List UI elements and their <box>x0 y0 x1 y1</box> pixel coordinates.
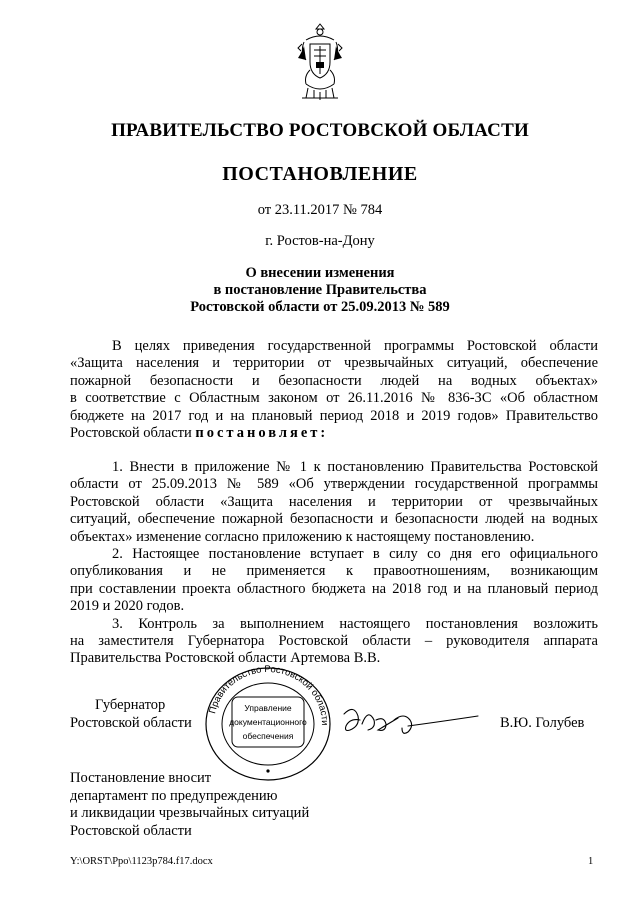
paragraph-line: при составлении проекта областного бюджета на 2018 год и на плановый период <box>70 580 598 597</box>
decree-item <box>70 616 598 668</box>
file-path: Y:\ORST\Ppo\1123p784.f17.docx <box>70 856 213 867</box>
paragraph-line: на заместителя Губернатора Ростовской области – руководителя аппарата <box>70 633 598 650</box>
note-line: и ликвидации чрезвычайных ситуаций <box>70 805 310 821</box>
paragraph-line: 3. Контроль за выполнением настоящего постановления возложить <box>112 615 598 632</box>
position-line: Губернатор <box>95 697 166 713</box>
subject-line: в постановление Правительства <box>213 282 427 298</box>
note-line: департамент по предупреждению <box>70 787 278 804</box>
paragraph-text: Ростовской области <box>70 425 196 442</box>
decree-items <box>70 459 598 668</box>
seal-ring-text: Правительство Ростовской области <box>207 665 331 726</box>
decree-word: постановляет: <box>195 425 329 442</box>
signer-name: В.Ю. Голубев <box>500 715 585 731</box>
subject-line: О внесении изменения <box>245 265 395 281</box>
decree-item <box>70 546 598 616</box>
seal-inner-line: обеспечения <box>242 731 294 741</box>
subject-line: Ростовской области от 25.09.2013 № 589 <box>190 299 450 315</box>
seal-inner-line: документационного <box>229 717 307 727</box>
paragraph-line <box>70 425 598 442</box>
paragraph-line: 1. Внести в приложение № 1 к постановлению Правительства Ростовской <box>112 459 598 475</box>
paragraph-line: области от 25.09.2013 № 589 «Об утверждении государственной программы <box>70 476 598 493</box>
signatory-position <box>70 697 210 732</box>
paragraph-line: бюджете на 2017 год и на плановый период 2018 и 2019 годов» Правительство <box>70 407 598 424</box>
page-number: 1 <box>588 856 594 867</box>
document-subject <box>0 265 640 316</box>
paragraph-line: В целях приведения государственной программы Ростовской области <box>112 338 598 354</box>
paragraph-line: ситуаций, обеспечение пожарной безопасности и безопасности людей на водных <box>70 511 598 528</box>
paragraph-line: пожарной безопасности и безопасности людей на водных объектах» <box>70 372 598 389</box>
paragraph-line: опубликования и не применяется к правоотношениям, возникающим <box>70 563 598 580</box>
government-title: ПРАВИТЕЛЬСТВО РОСТОВСКОЙ ОБЛАСТИ <box>111 120 529 141</box>
paragraph-line: Правительства Ростовской области Артемова В.В. <box>70 650 381 667</box>
decree-item <box>70 459 598 546</box>
seal-inner-line: Управление <box>244 703 292 713</box>
handwritten-signature <box>340 700 480 744</box>
submitted-by-note <box>70 770 309 840</box>
note-line: Ростовской области <box>70 822 192 839</box>
paragraph-line: в соответствие с Областным законом от 26.11.2016 № 836-ЗС «Об областном <box>70 390 598 407</box>
paragraph-line: «Защита населения и территории от чрезвычайных ситуаций, обеспечение <box>70 355 598 372</box>
city-line: г. Ростов-на-Дону <box>265 233 375 249</box>
position-line: Ростовской области <box>70 714 192 731</box>
paragraph-line: 2. Настоящее постановление вступает в силу со дня его официального <box>112 546 598 563</box>
official-seal-stamp <box>202 665 334 783</box>
document-type: ПОСТАНОВЛЕНИЕ <box>222 163 418 185</box>
paragraph-line: объектах» изменение согласно приложению к настоящему постановлению. <box>70 528 535 545</box>
preamble-paragraph <box>70 338 598 442</box>
note-line: Постановление вносит <box>70 770 212 786</box>
date-number-line: от 23.11.2017 № 784 <box>257 202 383 218</box>
paragraph-line: 2019 и 2020 годов. <box>70 598 185 615</box>
coat-of-arms-icon <box>296 22 344 102</box>
paragraph-line: Ростовской области «Защита населения и территории от чрезвычайных <box>70 493 598 510</box>
